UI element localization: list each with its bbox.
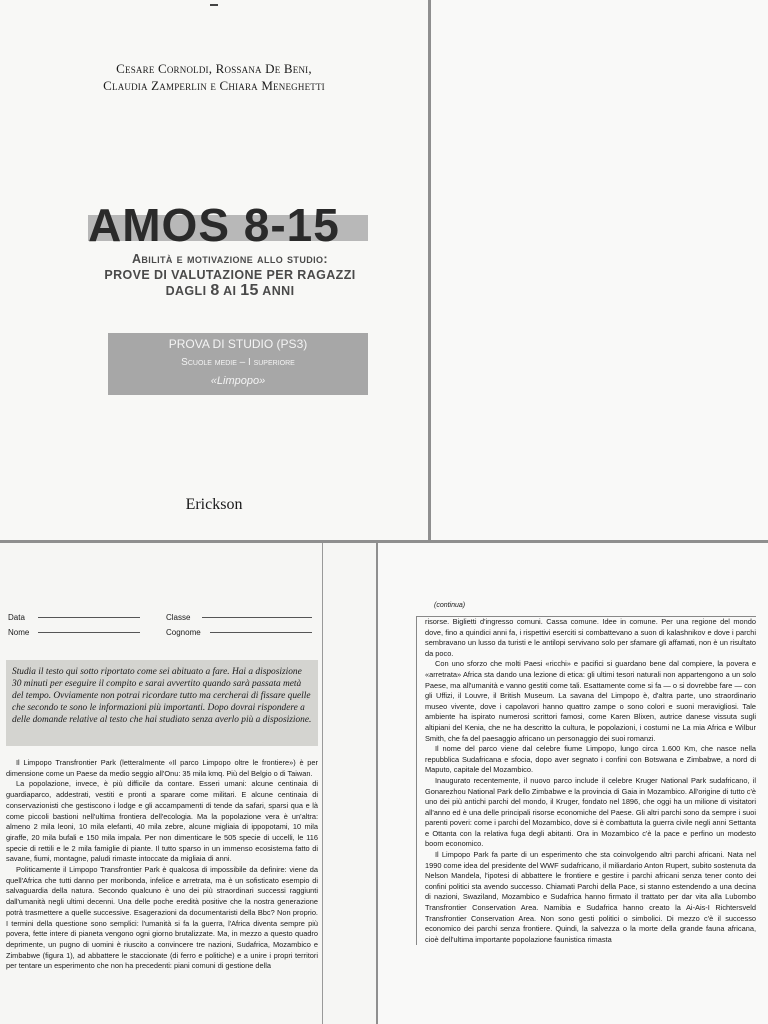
subtitle-age-min: 8	[210, 282, 220, 299]
passage-paragraph: Con uno sforzo che molti Paesi «ricchi» e pacifici si guardano bene dal compiere, la povera e «arretrata» Africa sta dando una lezione di etica: gli ultimi tesori naturali non appartengono a un solo Paese, ma all'umanità e vanno gestiti come tali. Esattamente come si fa — o si dovrebbe fare — con gli Uffizi, il Louvre, il British Museum. La savana del Limpopo è, d'altra parte, uno straordinario museo vivente, dove i capolavori hanno quattro zampe o sono colori e suoni meravigliosi. Tale ambiente ha ispirato numerosi scrittori famosi, come Karen Blixen, autrice danese vissuta sugli altipiani del Kenia, che ne ha descritto la cultura, le popolazioni, i costumi ne La mia Africa e Wilbur Smith, che fa del paesaggio africano un personaggio dei suoi romanzi.	[425, 659, 756, 743]
test-school-level: Scuole medie – I superiore	[181, 357, 295, 368]
data-field[interactable]	[8, 613, 158, 622]
nome-label: Nome	[8, 628, 30, 637]
worksheet-page	[0, 543, 376, 1024]
classe-label: Classe	[166, 613, 191, 622]
test-info-box	[108, 333, 368, 395]
authors-line-2: Claudia Zamperlin e Chiara Meneghetti	[103, 78, 325, 93]
authors	[0, 60, 428, 94]
passage-text-left	[6, 758, 318, 972]
book-subtitle	[0, 251, 428, 299]
cognome-label: Cognome	[166, 628, 201, 637]
subtitle-line-2: PROVE DI VALUTAZIONE PER RAGAZZI	[104, 268, 356, 282]
classe-line[interactable]	[202, 617, 312, 618]
classe-field[interactable]	[166, 613, 316, 622]
page-border	[322, 543, 323, 1024]
passage-paragraph: Il Limpopo Park fa parte di un esperimento che sta coinvolgendo altri parchi africani. Nata nel 1990 come idea del presidente del WWF sudafricano, il miliardario Anton Rupert, subito sostenuta da Nelson Mandela, l'ipotesi di abbattere le frontiere e gestire i parchi africani senza tener conto dei confini politici sta avendo successo. Chiamati Parchi della Pace, si stanno estendendo a una decina di nazioni, Swaziland, Mozambico e Sudafrica hanno firmato il trattato per dar vita alla Lubombo Transfrontier Conservation Area. Namibia e Sudafrica hanno creato la Ai-Ais-I Richtersveld Transfrontier Conservation Area. Non sono gesti politici o simbolici. Di mezzo c'è il successo economico dei parchi senza frontiere. Quindi, la salvezza o la morte della grande fauna africana, cioè dell'ultima importante popolazione faunistica rimasta	[425, 850, 756, 944]
subtitle-line-3	[0, 283, 428, 299]
cover-page	[0, 0, 428, 540]
continuation-page	[378, 543, 768, 1024]
continued-label: (continua)	[434, 602, 466, 609]
subtitle-word-anni: ANNI	[262, 284, 295, 298]
authors-line-1: Cesare Cornoldi, Rossana De Beni,	[116, 61, 312, 76]
publisher-name: Erickson	[185, 496, 243, 513]
passage-paragraph: Il Limpopo Transfrontier Park (letteralmente «Il parco Limpopo oltre le frontiere») è per dimensione come un Paese da medio seggio all'Onu: 35 mila kmq. Più del Belgio o di Taiwan.	[6, 758, 318, 778]
passage-paragraph: La popolazione, invece, è più difficile da contare. Esseri umani: alcune centinaia di guardiaparco, addestrati, vestiti e pronti a sparare come militari. E alcune centinaia di conservazionisti che gestiscono i lodge e gli accampamenti di tende da safari, sparsi qua e là come piccoli bastioni nell'ultima frontiera dell'ecologia. Ma la popolazione vera è un'altra: almeno 2 mila leoni, 10 mila elefanti, 40 mila zebre, alcune migliaia di ippopotami, 10 mila giraffe, 20 mila bufali e 150 mila impala. Per non dimenticare le 505 specie di uccelli, le 116 specie di rettili e le 2 mila famiglie di piante. Il tutto sparso in un immenso ecosistema fatto di savane, fiumi, montagne, paludi rimaste intoccate da migliaia di anni.	[6, 779, 318, 864]
test-title: PROVA DI STUDIO (PS3)	[168, 337, 308, 351]
passage-paragraph: Politicamente il Limpopo Transfrontier Park è qualcosa di impossibile da definire: viene da quell'Africa che tutti danno per moribonda, infelice e arretrata, ma è un sofisticato esempio di salvaguardia della natura. Secondo qualcuno è uno dei più straordinari successi raggiunti dall'umanità negli ultimi decenni. Una delle poche eredità positive che la nostra generazione potrà trasmettere a quelle successive. Esagerazioni da documentaristi della Bbc? Non proprio. I termini della questione sono semplici: l'umanità si fa la guerra, l'Africa diventa sempre più povera, fette intere di pianeta vengono ogni giorno brutalizzate. Ma, in mezzo a questo quadro deprimente, un pugno di uomini è riuscito a convincere tre nazioni, Sudafrica, Mozambico e Zimbabwe (figura 1), ad abbattere le staccionate (di ferro e politiche) e a unire i propri territori per tentare un esperimento che non ha precedenti: piani comuni di gestione della	[6, 865, 318, 971]
subtitle-age-max: 15	[240, 282, 259, 299]
subtitle-word-ai: AI	[223, 284, 237, 298]
passage-paragraph: Il nome del parco viene dal celebre fiume Limpopo, lungo circa 1.600 Km, che nasce nella repubblica Sudafricana e sfocia, dopo aver segnato i confini con Botswana e Zimbabwe, a nord di Maputo, capitale del Mozambico.	[425, 744, 756, 775]
student-info-form	[8, 613, 318, 643]
scan-mark	[210, 4, 218, 6]
passage-paragraph: Inaugurato recentemente, il nuovo parco include il celebre Kruger National Park sudafricano, il Gonarezhou National Park dello Zimbabwe e la provincia di Gaia in Mozambico. All'origine di tutto c'è uno dei più antichi parchi del mondo, il Kruger, fondato nel 1896, che oggi ha un milione di visitatori all'anno ed è una delle principali risorse economiche del Paese. Gli altri parchi sono da sempre i suoi parenti poveri: come i parchi del Mozambico, dove si è combattuta la guerra civile negli anni Settanta e Ottanta con la relativa fuga degli abitanti. Ora in Mozambico c'è la pace e perfino un modesto boom economico.	[425, 775, 756, 849]
subtitle-line-1: Abilità e motivazione allo studio:	[131, 252, 328, 266]
subtitle-word-dagli: DAGLI	[165, 284, 207, 298]
test-topic: «Limpopo»	[210, 375, 266, 387]
nome-field[interactable]	[8, 628, 158, 637]
cognome-field[interactable]	[166, 628, 316, 637]
book-title: AMOS 8-15	[88, 199, 340, 251]
data-label: Data	[8, 613, 25, 622]
blank-page	[431, 0, 768, 540]
passage-paragraph: risorse. Biglietti d'ingresso comuni. Cassa comune. Idee in comune. Per una regione del mondo dove, fino a quindici anni fa, i rispettivi eserciti si combattevano a suon di kalashnikov e dove i parchi sembravano un lusso da turisti e le antilopi servivano solo per sfamare gli affamati, non è un risultato da poco.	[425, 617, 756, 658]
cognome-line[interactable]	[210, 632, 312, 633]
data-line[interactable]	[38, 617, 140, 618]
instructions-box: Studia il testo qui sotto riportato come sei abituato a fare. Hai a disposizione 30 minuti per eseguire il compito e sarai avvertito quando sarà passata metà del tempo. Ovviamente non potrai ricordare tutto ma cercherai di fissare quelle che secondo te sono le informazioni più importanti. Dopo dovrai rispondere a delle domande relative al testo che hai studiato senza averlo più a disposizione.	[6, 660, 318, 746]
nome-line[interactable]	[38, 632, 140, 633]
passage-text-right	[416, 616, 756, 945]
